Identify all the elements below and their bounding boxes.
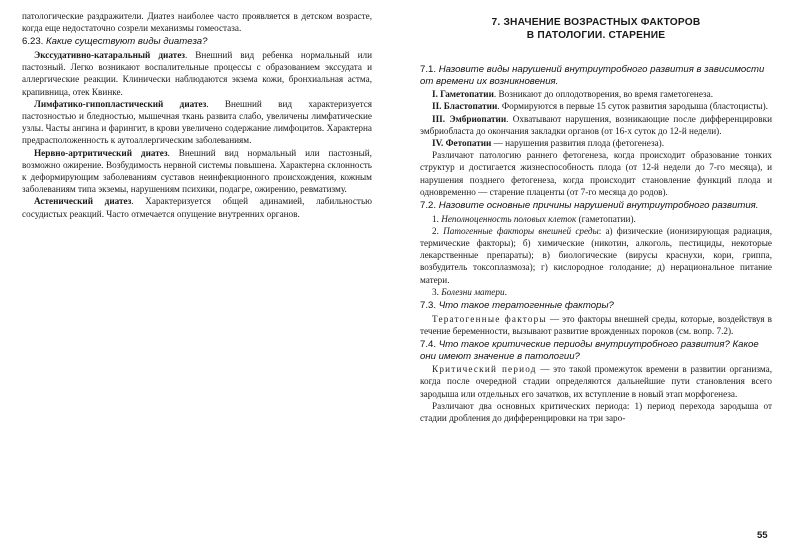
list-item-cause-3: 3. Болезни матери. xyxy=(432,286,507,297)
paragraph-intro: патологические раздражители. Диатез наиболее часто проявляется в детском возрасте, когда еще недостаточно созрели механизмы гомеостаза. xyxy=(22,11,372,34)
right-page xyxy=(420,10,772,424)
question-6-23: 6.23. Какие существуют виды диатеза? xyxy=(22,36,208,48)
paragraph-gametopathy: I. Гаметопатии. Возникают до оплодотворения, во время гаметогенеза. xyxy=(432,89,714,100)
paragraph-exudative: Экссудативно-катаральный диатез. Внешний вид ребенка нормальный или пастозный. Легко возникают воспалительные процессы с образованием экссудата и аллергические реакции. Клинически наблюдаются экзема кожи, бронхиальная астма, крапивница, отек Квинке. xyxy=(22,50,372,97)
paragraph-critical-types: Различают два основных критических периода: 1) период перехода зародыша от стадии дробления до дифференцировки на три заро- xyxy=(420,400,772,424)
paragraph-teratogenic: Тератогенные факторы — это факторы внешней среды, которые, воздействуя в течение беременности, вызывают развитие врожденных пороков (см. вопр. 7.2). xyxy=(420,313,772,336)
list-item-cause-2: 2. Патогенные факторы внешней среды: а) физические (ионизирующая радиация, термические факторы); б) химические (никотин, алкоголь, пестициды, некоторые лекарственные препараты); в) биологические (вирусы краснухи, кори, гриппа, возбудитель токсоплазмоза); г) кислородное голодание; д) нерациональное питание матери. xyxy=(420,225,773,285)
left-page xyxy=(22,10,372,220)
paragraph-fetogenesis: Различают патологию раннего фетогенеза, когда происходит образование тонких структур и достигается жизнеспособность плода (от 12-й недели до 7-го месяца), и нарушения позднего фетогенеза, когда происходит становление функций плода и одновременно — старение плаценты (от 7-го месяца до родов). xyxy=(420,150,772,197)
question-7-1: 7.1. Назовите виды нарушений внутриутробного развития в зависимости от времени их возникновения. xyxy=(420,64,765,87)
paragraph-blastopathy: II. Бластопатии. Формируются в первые 15 суток развития зародыша (бластоцисты). xyxy=(432,101,768,112)
paragraph-lymphatic: Лимфатико-гипопластический диатез. Внешний вид характеризуется пастозностью и бледностью, мышечная ткань развита слабо, увеличены лимфатические узлы. Часты ангина и фарингит, в крови увеличено содержание лимфоцитов. Характерна предрасположенность к аутоаллергическим заболеваниям. xyxy=(22,98,372,146)
paragraph-fetopathy: IV. Фетопатии — нарушения развития плода (фетогенеза). xyxy=(432,138,665,148)
paragraph-asthenic: Астенический диатез. Характеризуется общей адинамией, лабильностью сосудистых реакций. Часто отмечается опущение внутренних органов. xyxy=(22,196,372,219)
paragraph-neuro-arthritic: Нервно-артритический диатез. Внешний вид нормальный или пастозный, возможно ожирение. Возбудимость нервной системы повышена. Характерна склонность к деформирующим заболеваниям суставов неинфекционного происхождения, кожным заболеваниям типа экземы, нарушениям психики, подагре, ожирению, ревматизму. xyxy=(22,147,372,195)
question-7-2: 7.2. Назовите основные причины нарушений внутриутробного развития. xyxy=(420,200,759,212)
chapter-title: 7. ЗНАЧЕНИЕ ВОЗРАСТНЫХ ФАКТОРОВ В ПАТОЛОГИИ. СТАРЕНИЕ xyxy=(491,17,701,41)
paragraph-embryopathy: III. Эмбриопатии. Охватывают нарушения, возникающие после дифференцировки эмбриобласта до окончания закладки органов (от 16-х суток до 12-й недели). xyxy=(420,113,773,136)
page-number: 55 xyxy=(757,530,768,541)
question-7-4: 7.4. Что такое критические периоды внутриутробного развития? Какое они имеют значение в патологии? xyxy=(420,339,759,362)
list-item-cause-1: 1. Неполноценность половых клеток (гаметопатии). xyxy=(432,213,636,224)
question-7-3: 7.3. Что такое тератогенные факторы? xyxy=(420,300,614,312)
paragraph-critical-period: Критический период — это такой промежуток времени в развитии организма, когда после очередной стадии определяются дальнейшие пути становления всего зародыша или отдельных его зачатков, их вступление в новый этап морфогенеза. xyxy=(420,364,773,399)
